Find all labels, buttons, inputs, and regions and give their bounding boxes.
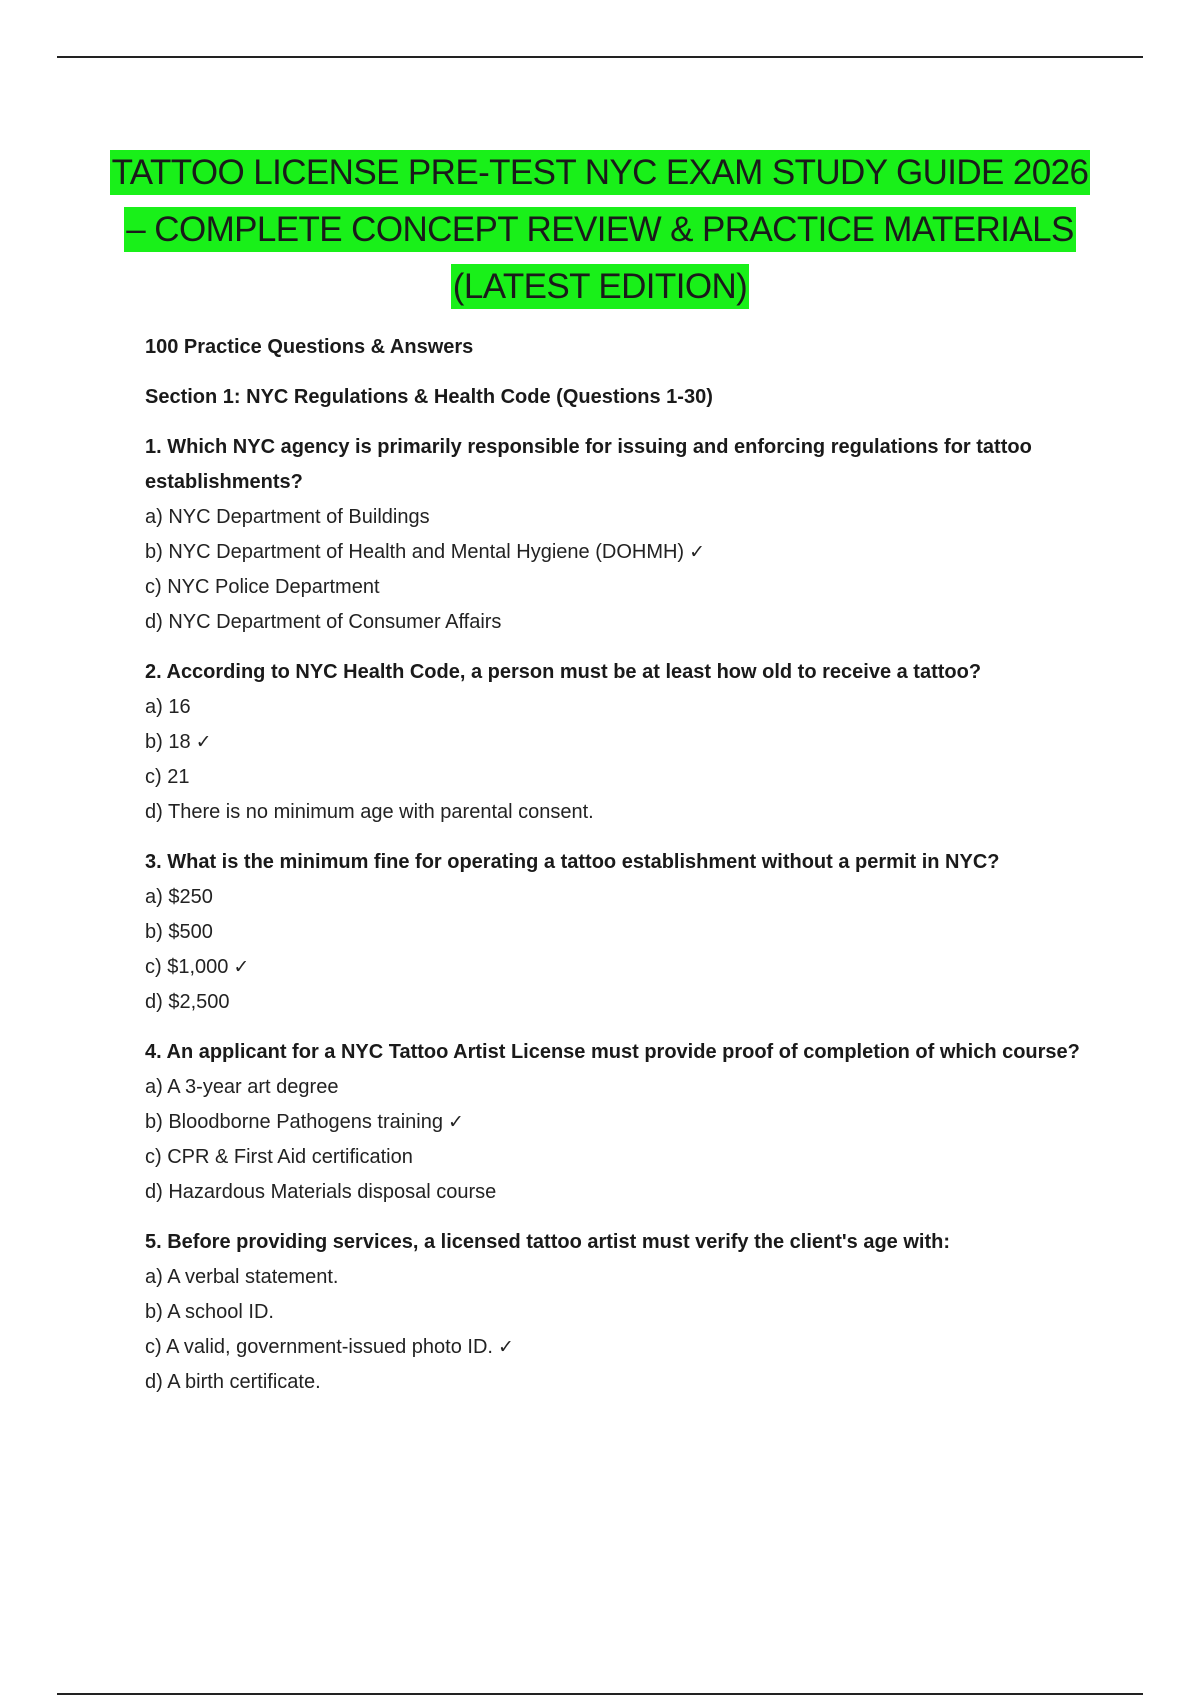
answer-option-text: b) $500: [145, 921, 213, 943]
section-heading: Section 1: NYC Regulations & Health Code (Questions 1-30): [145, 386, 713, 408]
question-text: 3. What is the minimum fine for operating a tattoo establishment without a permit in NYC?: [145, 851, 1000, 873]
answer-option-text: d) NYC Department of Consumer Affairs: [145, 611, 502, 633]
answer-option: [145, 880, 1085, 915]
answer-option-text: d) $2,500: [145, 991, 230, 1013]
answer-option: [145, 1260, 1085, 1295]
answer-option: [145, 1295, 1085, 1330]
check-icon: ✓: [233, 956, 250, 978]
answer-option-text: b) Bloodborne Pathogens training: [145, 1111, 443, 1133]
document-body: [145, 330, 1085, 1415]
answer-option-text: a) $250: [145, 886, 213, 908]
answer-option-text: d) A birth certificate.: [145, 1371, 321, 1393]
answer-option-text: a) NYC Department of Buildings: [145, 506, 430, 528]
question-text: 1. Which NYC agency is primarily responsible for issuing and enforcing regulations for tattoo establishments?: [145, 436, 1032, 493]
question-text: 4. An applicant for a NYC Tattoo Artist License must provide proof of completion of which course?: [145, 1041, 1080, 1063]
answer-option: [145, 915, 1085, 950]
question-text: 5. Before providing services, a licensed tattoo artist must verify the client's age with:: [145, 1231, 950, 1253]
answer-option: [145, 1070, 1085, 1105]
answer-option: [145, 690, 1085, 725]
check-icon: ✓: [689, 541, 706, 563]
question-text: 2. According to NYC Health Code, a person must be at least how old to receive a tattoo?: [145, 661, 982, 683]
answer-option: [145, 1140, 1085, 1175]
question-block: [145, 845, 1085, 1020]
check-icon: ✓: [195, 731, 212, 753]
answer-option-text: d) Hazardous Materials disposal course: [145, 1181, 497, 1203]
question-list: [145, 430, 1085, 1400]
answer-option: [145, 1175, 1085, 1210]
answer-option-text: a) 16: [145, 696, 191, 718]
question-block: [145, 430, 1085, 640]
intro-heading: 100 Practice Questions & Answers: [145, 336, 474, 358]
question-block: [145, 1225, 1085, 1400]
answer-option: [145, 1330, 1085, 1365]
answer-option: [145, 1105, 1085, 1140]
answer-option: [145, 950, 1085, 985]
header-rule: [57, 56, 1143, 58]
answer-option-text: c) 21: [145, 766, 190, 788]
question-block: [145, 1035, 1085, 1210]
title-line-2: – COMPLETE CONCEPT REVIEW & PRACTICE MATERIALS: [124, 207, 1075, 252]
answer-option-text: b) 18: [145, 731, 191, 753]
answer-option: [145, 605, 1085, 640]
answer-option-text: d) There is no minimum age with parental consent.: [145, 801, 594, 823]
answer-option-text: c) $1,000: [145, 956, 229, 978]
title-line-3: (LATEST EDITION): [451, 264, 749, 309]
answer-option: [145, 795, 1085, 830]
check-icon: ✓: [497, 1336, 514, 1358]
answer-option: [145, 570, 1085, 605]
answer-option-text: b) NYC Department of Health and Mental Hygiene (DOHMH): [145, 541, 685, 563]
document-title: [60, 144, 1140, 315]
answer-option: [145, 1365, 1085, 1400]
answer-option-text: a) A 3-year art degree: [145, 1076, 339, 1098]
title-line-1: TATTOO LICENSE PRE-TEST NYC EXAM STUDY GUIDE 2026: [110, 150, 1091, 195]
footer-rule: [57, 1693, 1143, 1695]
answer-option-text: a) A verbal statement.: [145, 1266, 339, 1288]
check-icon: ✓: [448, 1111, 464, 1133]
answer-option: [145, 985, 1085, 1020]
question-block: [145, 655, 1085, 830]
answer-option-text: c) CPR & First Aid certification: [145, 1146, 413, 1168]
answer-option-text: b) A school ID.: [145, 1301, 274, 1323]
answer-option: [145, 535, 1085, 570]
answer-option: [145, 500, 1085, 535]
answer-option: [145, 725, 1085, 760]
answer-option-text: c) NYC Police Department: [145, 576, 380, 598]
answer-option-text: c) A valid, government-issued photo ID.: [145, 1336, 493, 1358]
answer-option: [145, 760, 1085, 795]
